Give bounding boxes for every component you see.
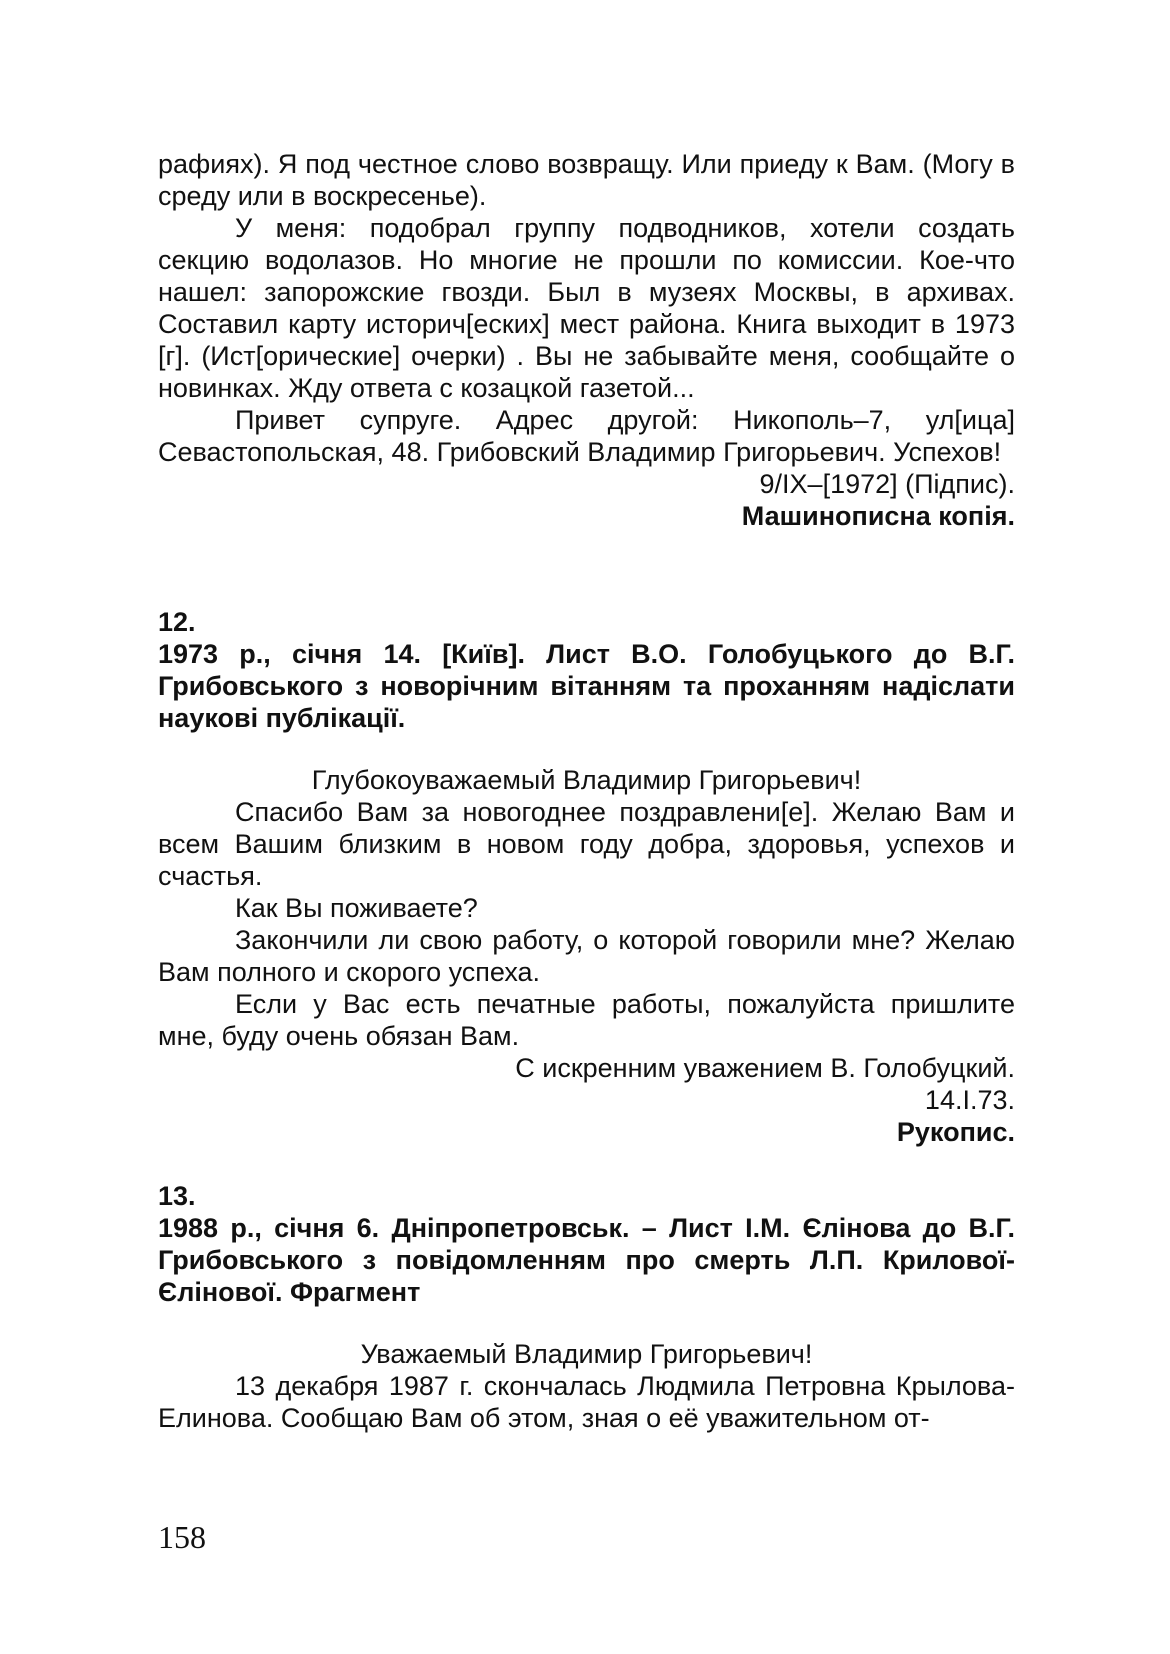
doc13-title: 1988 р., січня 6. Дніпропетровськ. – Лист І.М. Єлінова до В.Г. Грибовського з повідомленням про смерть Л.П. Крилової-Єлінової. Фрагмент — [158, 1213, 1015, 1307]
doc12-date: 14.I.73. — [924, 1085, 1015, 1115]
doc12-paragraph-1: Спасибо Вам за новогоднее поздравлени[е]. Желаю Вам и всем Вашим близким в новом году добра, здоровья, успехов и счастья. — [158, 797, 1015, 891]
doc12-title: 1973 р., січня 14. [Київ]. Лист В.О. Голобуцького до В.Г. Грибовського з новорічним вітанням та проханням надіслати наукові публікації. — [158, 639, 1015, 733]
doc13-salutation: Уважаемый Владимир Григорьевич! — [360, 1339, 813, 1369]
doc13-paragraph-1: 13 декабря 1987 г. скончалась Людмила Петровна Крылова-Елинова. Сообщаю Вам об этом, зная о её уважительном от- — [158, 1371, 1015, 1433]
page-body — [158, 148, 1015, 1434]
intro-source: Машинописна копія. — [741, 501, 1015, 531]
doc13-number: 13. — [158, 1181, 196, 1211]
doc12-paragraph-3: Закончили ли свою работу, о которой говорили мне? Желаю Вам полного и скорого успеха. — [158, 925, 1015, 987]
doc12-source: Рукопис. — [896, 1117, 1015, 1147]
page-number: 158 — [158, 1519, 206, 1555]
intro-paragraph-1: рафиях). Я под честное слово возвращу. Или приеду к Вам. (Могу в среду или в воскресенье). — [158, 149, 1015, 211]
doc12-signature: С искренним уважением В. Голобуцкий. — [515, 1053, 1015, 1083]
doc12-number: 12. — [158, 607, 196, 637]
doc12-salutation: Глубокоуважаемый Владимир Григорьевич! — [311, 765, 862, 795]
intro-paragraph-3: Привет супруге. Адрес другой: Никополь–7, ул[ица] Севастопольская, 48. Грибовский Владимир Григорьевич. Успехов! — [158, 405, 1015, 467]
intro-paragraph-2: У меня: подобрал группу подводников, хотели создать секцию водолазов. Но многие не прошли по комиссии. Кое-что нашел: запорожские гвозди. Был в музеях Москвы, в архивах. Составил карту историч[еских] мест района. Книга выходит в 1973 [г]. (Ист[орические] очерки) . Вы не забывайте меня, сообщайте о новинках. Жду ответа с козацкой газетой... — [158, 213, 1015, 403]
doc12-paragraph-2: Как Вы поживаете? — [235, 893, 478, 923]
intro-date: 9/IX–[1972] (Підпис). — [759, 469, 1015, 499]
doc12-paragraph-4: Если у Вас есть печатные работы, пожалуйста пришлите мне, буду очень обязан Вам. — [158, 989, 1015, 1051]
